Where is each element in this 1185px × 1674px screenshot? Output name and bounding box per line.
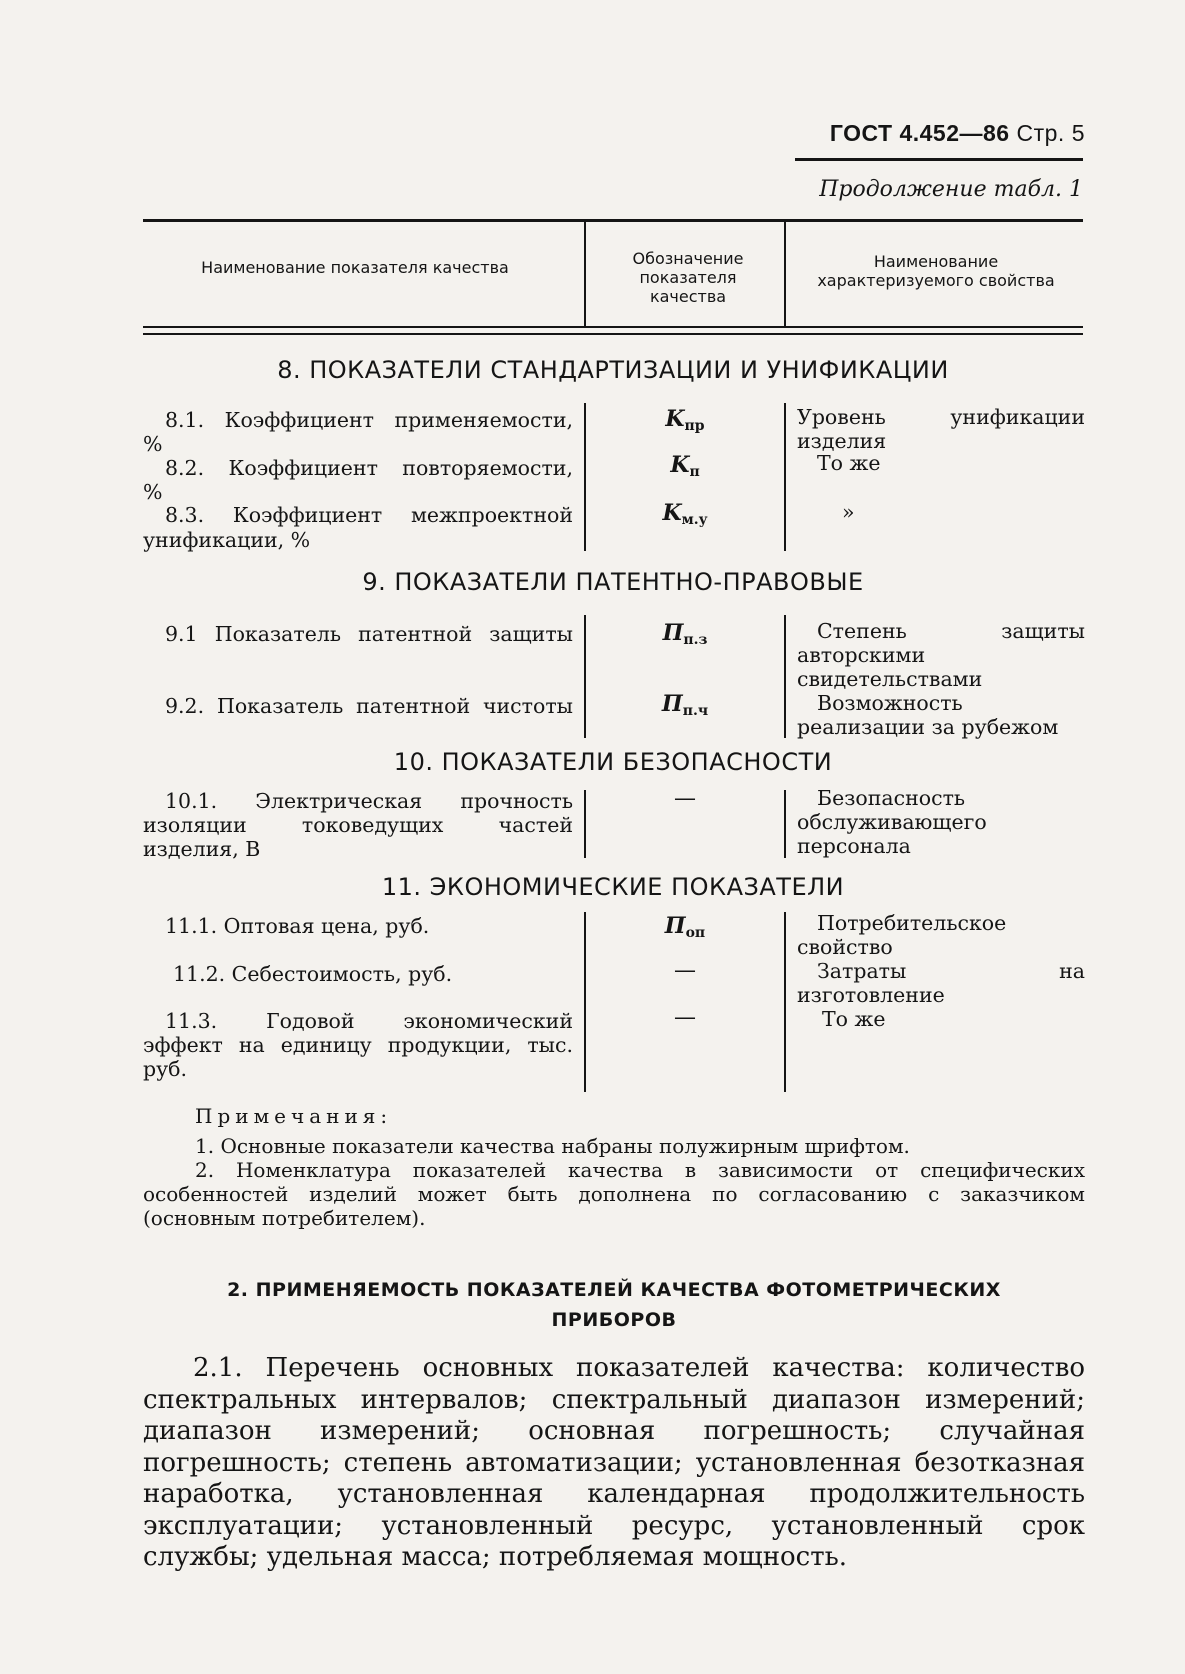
- section-title: 11. ЭКОНОМИЧЕСКИЕ ПОКАЗАТЕЛИ: [381, 873, 845, 901]
- indicator-property: Потребительское свойство: [797, 911, 1007, 959]
- indicator-property: Возможность реализации за рубежом: [797, 691, 1059, 739]
- indicator-name: 9.2. Показатель патентной чистоты: [165, 694, 573, 718]
- column-divider: [784, 790, 786, 858]
- column-divider: [584, 403, 586, 551]
- column-header-property: Наименование характеризуемого свойства: [817, 252, 1055, 290]
- indicator-name: 10.1. Электрическая прочность изоляции токоведущих частей изделия, В: [143, 789, 573, 861]
- indicator-symbol: —: [674, 958, 696, 983]
- indicator-symbol: $П_{п.з}$: [662, 620, 708, 648]
- column-divider: [784, 912, 786, 1092]
- indicator-property: Уровень унификации изделия: [797, 405, 1085, 453]
- indicator-property: Безопасность обслуживающего персонала: [797, 786, 987, 858]
- column-divider: [584, 790, 586, 858]
- table-top-rule: [143, 219, 1083, 222]
- indicator-symbol: $K_{пр}$: [665, 406, 705, 434]
- section-heading-line: 2. ПРИМЕНЯЕМОСТЬ ПОКАЗАТЕЛЕЙ КАЧЕСТВА ФОТОМЕТРИЧЕСКИХ: [227, 1279, 1001, 1301]
- note-item: 2. Номенклатура показателей качества в зависимости от специфических особенностей изделий может быть дополнена по согласованию с заказчиком (основным потребителем).: [143, 1158, 1085, 1230]
- running-header: [795, 120, 1085, 147]
- indicator-symbol: —: [674, 1005, 696, 1030]
- table-head-rule: [143, 333, 1083, 335]
- indicator-property: Затраты на изготовление: [797, 959, 1085, 1007]
- column-divider: [784, 403, 786, 551]
- column-divider: [584, 912, 586, 1092]
- indicator-property: То же: [817, 451, 881, 475]
- section-title: 8. ПОКАЗАТЕЛИ СТАНДАРТИЗАЦИИ И УНИФИКАЦИИ: [277, 356, 949, 384]
- indicator-name-cont: %: [143, 480, 163, 504]
- section-title: 10. ПОКАЗАТЕЛИ БЕЗОПАСНОСТИ: [393, 748, 833, 776]
- note-item: 1. Основные показатели качества набраны полужирным шрифтом.: [195, 1134, 910, 1158]
- header-rule: [795, 158, 1083, 161]
- indicator-symbol: $K_п$: [670, 452, 700, 480]
- column-header-symbol: Обозначение показателя качества: [632, 249, 744, 306]
- indicator-name: 8.1. Коэффициент применяемости,: [165, 408, 573, 432]
- table-continuation-label: Продолжение табл. 1: [819, 177, 1083, 202]
- indicator-name: 8.3. Коэффициент межпроектной: [165, 503, 573, 527]
- indicator-name-cont: %: [143, 432, 163, 456]
- indicator-name: 11.2. Себестоимость, руб.: [173, 962, 453, 986]
- indicator-symbol: —: [674, 786, 696, 811]
- notes-title: Примечания:: [195, 1104, 393, 1128]
- document-number: ГОСТ 4.452—86: [829, 120, 1010, 146]
- indicator-property: То же: [822, 1007, 886, 1031]
- indicator-name: 8.2. Коэффициент повторяемости,: [165, 456, 573, 480]
- indicator-name: 9.1 Показатель патентной защиты: [165, 622, 573, 646]
- section-title: 9. ПОКАЗАТЕЛИ ПАТЕНТНО-ПРАВОВЫЕ: [362, 568, 864, 596]
- indicator-symbol: $П_{п.ч}$: [661, 691, 709, 719]
- page-number: Стр. 5: [1016, 120, 1085, 146]
- indicator-property: »: [842, 500, 855, 524]
- section-heading: [143, 1275, 1085, 1335]
- indicator-symbol: $K_{м.у}$: [662, 500, 708, 528]
- section-heading-line: ПРИБОРОВ: [551, 1309, 677, 1331]
- body-paragraph: 2.1. Перечень основных показателей качества: количество спектральных интервалов; спектральный диапазон измерений; диапазон измерений; основная погрешность; случайная погрешность; степень автоматизации; установленная безотказная наработка, установленная календарная продолжительность эксплуатации; установленный ресурс, установленный срок службы; удельная масса; потребляемая мощность.: [143, 1353, 1085, 1572]
- indicator-name-cont: унификации, %: [143, 528, 311, 552]
- column-divider: [784, 615, 786, 738]
- column-divider: [784, 222, 786, 326]
- indicator-name: 11.3. Годовой экономический эффект на единицу продукции, тыс. руб.: [143, 1009, 573, 1081]
- column-divider: [584, 615, 586, 738]
- indicator-property: Степень защиты авторскими свидетельствами: [797, 619, 1085, 691]
- indicator-name: 11.1. Оптовая цена, руб.: [165, 914, 430, 938]
- column-header-name: Наименование показателя качества: [201, 258, 509, 277]
- indicator-symbol: $П_{оп}$: [664, 913, 706, 941]
- column-divider: [584, 222, 586, 326]
- table-head-rule: [143, 326, 1083, 328]
